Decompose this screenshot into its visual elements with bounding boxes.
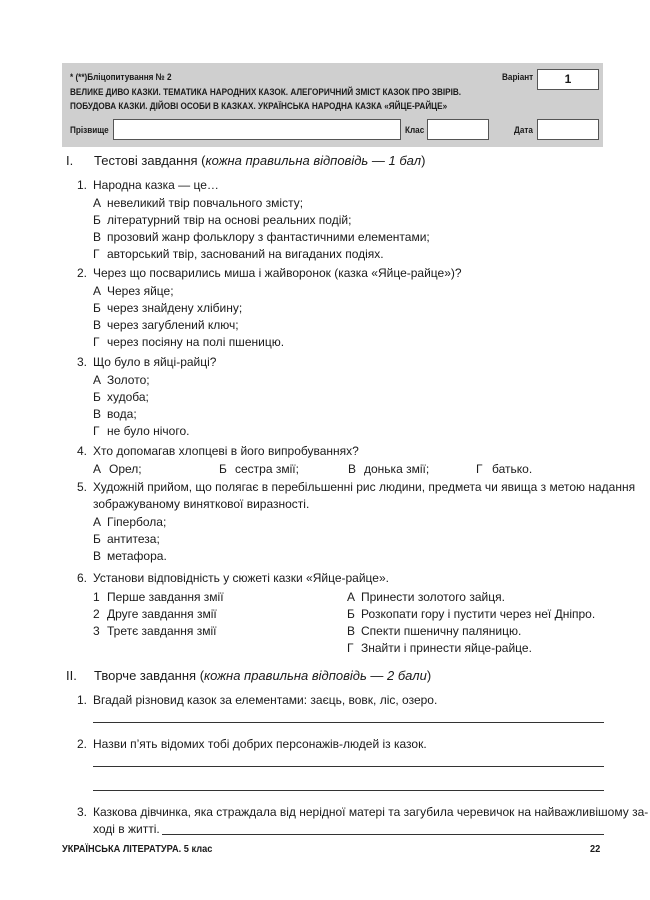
footer-book-title: УКРАЇНСЬКА ЛІТЕРАТУРА. 5 клас bbox=[62, 843, 213, 855]
match-letter: В bbox=[347, 624, 356, 638]
question-4-number: 4. bbox=[77, 444, 88, 458]
section-2-number: II. bbox=[66, 668, 77, 683]
header-title-line-3: ПОБУДОВА КАЗКИ. ДІЙОВІ ОСОБИ В КАЗКАХ. УКРАЇНСЬКА НАРОДНА КАЗКА «ЯЙЦЕ-РАЙЦЕ» bbox=[70, 101, 448, 112]
option-letter: А bbox=[93, 284, 102, 298]
option-letter: В bbox=[348, 462, 357, 476]
creative-question-1-number: 1. bbox=[77, 693, 88, 707]
match-text: Друге завдання змії bbox=[107, 607, 217, 621]
question-6-number: 6. bbox=[77, 571, 88, 585]
section-1-title bbox=[94, 153, 425, 168]
class-field[interactable] bbox=[427, 119, 489, 140]
date-field[interactable] bbox=[537, 119, 599, 140]
question-6-text: Установи відповідність у сюжеті казки «Яйце-райце». bbox=[93, 571, 389, 585]
option-text: метафора. bbox=[107, 549, 167, 563]
header-title-line-2: ВЕЛИКЕ ДИВО КАЗКИ. ТЕМАТИКА НАРОДНИХ КАЗОК. АЛЕГОРИЧНИЙ ЗМІСТ КАЗОК ПРО ЗВІРІВ. bbox=[70, 87, 462, 98]
option-text: Орел; bbox=[109, 462, 142, 476]
answer-line[interactable] bbox=[93, 766, 604, 767]
option-letter: В bbox=[93, 318, 102, 332]
question-4-text: Хто допомагав хлопцеві в його випробуваннях? bbox=[93, 444, 359, 458]
section-1-title-end: ) bbox=[421, 153, 426, 168]
class-label: Клас bbox=[405, 125, 425, 136]
question-2-text: Через що посварились миша і жайворонок (казка «Яйце-райце»)? bbox=[93, 266, 462, 280]
question-5-text-line-2: зображуваному виняткової виразності. bbox=[93, 497, 310, 511]
section-2-points: кожна правильна відповідь — 2 бали bbox=[204, 668, 427, 683]
option-letter: Б bbox=[93, 532, 101, 546]
match-letter: А bbox=[347, 590, 356, 604]
option-text: прозовий жанр фольклору з фантастичними елементами; bbox=[107, 230, 430, 244]
match-text: Третє завдання змії bbox=[107, 624, 217, 638]
date-label: Дата bbox=[514, 125, 533, 136]
question-2-number: 2. bbox=[77, 266, 88, 280]
question-5-text-line-1: Художній прийом, що полягає в перебільшенні рис людини, предмета чи явища з метою надання bbox=[93, 480, 636, 494]
match-number: 1 bbox=[93, 590, 100, 604]
option-letter: Г bbox=[93, 335, 100, 349]
header-line-1: * (**)Бліцопитування № 2 bbox=[70, 72, 172, 83]
option-text: не було нічого. bbox=[107, 424, 190, 438]
section-2-title-end: ) bbox=[426, 668, 432, 683]
match-letter: Б bbox=[347, 607, 355, 621]
page-number: 22 bbox=[590, 843, 601, 855]
surname-label: Прізвище bbox=[70, 125, 109, 136]
answer-line[interactable] bbox=[162, 834, 604, 835]
option-letter: В bbox=[93, 549, 102, 563]
match-number: 3 bbox=[93, 624, 100, 638]
match-letter: Г bbox=[347, 641, 354, 655]
option-text: донька змії; bbox=[364, 462, 430, 476]
match-text: Перше завдання змії bbox=[107, 590, 224, 604]
option-letter: Б bbox=[93, 213, 101, 227]
option-text: через посіяну на полі пшеницю. bbox=[107, 335, 285, 349]
option-text: невеликий твір повчального змісту; bbox=[107, 196, 304, 210]
option-text: Через яйце; bbox=[107, 284, 174, 298]
option-letter: Б bbox=[93, 301, 101, 315]
answer-line[interactable] bbox=[93, 790, 604, 791]
creative-question-1-text: Вгадай різновид казок за елементами: заєць, вовк, ліс, озеро. bbox=[93, 693, 438, 707]
option-text: Гіпербола; bbox=[107, 515, 167, 529]
option-letter: А bbox=[93, 196, 102, 210]
option-letter: Г bbox=[476, 462, 483, 476]
option-letter: А bbox=[93, 462, 102, 476]
option-letter: Б bbox=[219, 462, 227, 476]
match-number: 2 bbox=[93, 607, 100, 621]
question-3-text: Що було в яйці-райці? bbox=[93, 355, 217, 369]
option-text: через загублений ключ; bbox=[107, 318, 239, 332]
surname-field[interactable] bbox=[113, 119, 401, 140]
option-text: худоба; bbox=[107, 390, 149, 404]
option-letter: А bbox=[93, 515, 102, 529]
match-text: Принести золотого зайця. bbox=[361, 590, 505, 604]
option-letter: Г bbox=[93, 247, 100, 261]
option-letter: В bbox=[93, 230, 102, 244]
header-block bbox=[62, 63, 603, 147]
question-1-number: 1. bbox=[77, 178, 88, 192]
answer-line[interactable] bbox=[93, 722, 604, 723]
option-text: антитеза; bbox=[107, 532, 160, 546]
option-text: через знайдену хлібину; bbox=[107, 301, 243, 315]
option-letter: А bbox=[93, 373, 102, 387]
section-1-title-text: Тестові завдання ( bbox=[94, 153, 206, 168]
section-1-points: кожна правильна відповідь — 1 бал bbox=[205, 153, 422, 168]
creative-question-2-text: Назви п’ять відомих тобі добрих персонажів-людей із казок. bbox=[93, 737, 427, 751]
variant-label: Варіант bbox=[502, 72, 534, 83]
match-text: Розкопати гору і пустити через неї Дніпро. bbox=[361, 607, 596, 621]
option-text: батько. bbox=[492, 462, 533, 476]
creative-question-3-text-line-2: ході в житті. bbox=[93, 822, 160, 836]
question-1-text: Народна казка — це… bbox=[93, 178, 219, 192]
option-letter: В bbox=[93, 407, 102, 421]
option-letter: Б bbox=[93, 390, 101, 404]
option-text: сестра змії; bbox=[235, 462, 299, 476]
match-text: Спекти пшеничну паляницю. bbox=[361, 624, 522, 638]
creative-question-3-number: 3. bbox=[77, 805, 88, 819]
option-text: літературний твір на основі реальних подій; bbox=[107, 213, 352, 227]
question-3-number: 3. bbox=[77, 355, 88, 369]
section-1-number: I. bbox=[66, 153, 74, 168]
section-2-title bbox=[94, 668, 431, 683]
variant-value: 1 bbox=[537, 69, 599, 90]
option-text: вода; bbox=[107, 407, 137, 421]
option-letter: Г bbox=[93, 424, 100, 438]
creative-question-3-text-line-1: Казкова дівчинка, яка страждала від нерідної матері та загубила черевичок на найважливішому за- bbox=[93, 805, 649, 819]
match-text: Знайти і принести яйце-райце. bbox=[361, 641, 532, 655]
question-5-number: 5. bbox=[77, 480, 88, 494]
creative-question-2-number: 2. bbox=[77, 737, 88, 751]
section-2-title-text: Творче завдання ( bbox=[94, 668, 205, 683]
option-text: Золото; bbox=[107, 373, 150, 387]
option-text: авторський твір, заснований на вигаданих подіях. bbox=[107, 247, 384, 261]
